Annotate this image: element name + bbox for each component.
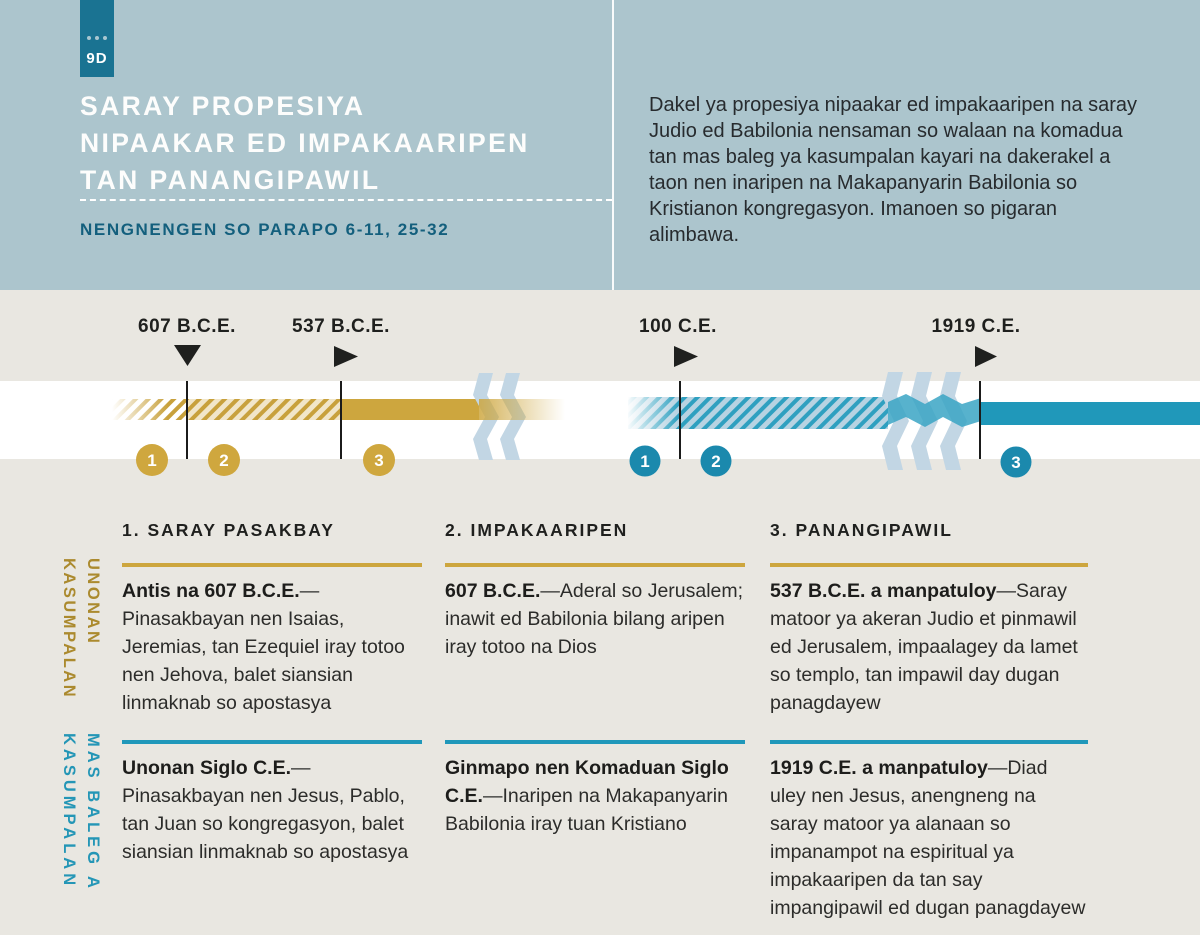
title-line-1: SARAY PROPESIYA	[80, 91, 366, 121]
arrow-right-icon	[975, 346, 997, 367]
cell-greater-fulfillment: 1919 C.E. a manpatuloy—Diad uley nen Jesus, anengneng na saray matoor ya alanaan so impanampot na espiritual ya impakaaripen da tan say impangipawil ed dugan panagdayew	[770, 757, 1086, 919]
teal-bar-solid	[981, 402, 1200, 425]
gold-rule	[445, 563, 745, 567]
intro-paragraph: Dakel ya propesiya nipaakar ed impakaaripen na saray Judio ed Babilonia nensaman so walaan na komadua tan mas baleg ya kasumpalan kayari na dakerakel a taon nen inaripen na Makapanyarin Babilonia so Kristianon kongregasyon. Imanoen so pigaran alimbawa.	[649, 94, 1138, 246]
date-label-1919: 1919 C.E.	[931, 316, 1021, 337]
cell-greater-fulfillment: Ginmapo nen Komaduan Siglo C.E.—Inaripen na Makapanyarin Babilonia iray tuan Kristiano	[445, 757, 729, 835]
gold-bar-hatch-fade	[112, 399, 187, 420]
dots-icon	[80, 36, 114, 40]
dashed-divider	[80, 199, 612, 201]
arrow-down-icon	[174, 345, 201, 366]
arrow-right-icon	[334, 346, 358, 367]
paragraph-reference: NENGNENGEN SO PARAPO 6-11, 25-32	[80, 220, 450, 239]
cell-greater-fulfillment: Unonan Siglo C.E.—Pinasakbayan nen Jesus, Pablo, tan Juan so kongregasyon, balet siansian linmaknab so apostasya	[122, 757, 409, 863]
gold-rule	[770, 563, 1088, 567]
gold-bar-hatch	[187, 399, 341, 420]
teal-rule	[770, 740, 1088, 744]
date-label-607: 607 B.C.E.	[138, 316, 236, 337]
event-line-1919	[979, 381, 981, 459]
column-header: 3. PANANGIPAWIL	[770, 520, 953, 540]
teal-rule	[445, 740, 745, 744]
circle-number: 3	[1011, 453, 1021, 472]
title-line-3: TAN PANANGIPAWIL	[80, 165, 381, 195]
badge-label: 9D	[86, 50, 108, 67]
header-panel	[0, 0, 1200, 290]
column-header: 2. IMPAKAARIPEN	[445, 520, 629, 540]
event-line-100	[679, 381, 681, 459]
cell-first-fulfillment: 607 B.C.E.—Aderal so Jerusalem; inawit ed Babilonia bilang aripen iray totoo na Dios	[445, 580, 744, 658]
title-line-2: NIPAAKAR ED IMPAKAARIPEN	[80, 128, 530, 158]
timeline	[0, 290, 1200, 490]
row-label-first-fulfillment: UNONAN KASUMPALAN	[60, 558, 102, 700]
row-label-greater-fulfillment: MAS BALEG A KASUMPALAN	[60, 733, 102, 892]
cell-first-fulfillment: 537 B.C.E. a manpatuloy—Saray matoor ya akeran Judio et pinmawil ed Jerusalem, impaalagey da lamet so templo, tan impawil day dugan panagdayew	[770, 580, 1078, 714]
arrow-right-icon	[674, 346, 698, 367]
column-header: 1. SARAY PASAKBAY	[122, 520, 335, 540]
gold-bar-solid	[341, 399, 479, 420]
vertical-divider	[612, 0, 614, 290]
date-label-537: 537 B.C.E.	[292, 316, 390, 337]
event-line-537	[340, 381, 342, 459]
page-title	[80, 88, 530, 199]
circle-number: 1	[640, 452, 650, 471]
cell-first-fulfillment: Antis na 607 B.C.E.—Pinasakbayan nen Isaias, Jeremias, tan Ezequiel iray totoo nen Jehova, balet siansian linmaknab so apostasya	[122, 580, 405, 714]
date-label-100: 100 C.E.	[639, 316, 717, 337]
chart-number-badge	[80, 0, 114, 77]
gold-bar-fadeout	[479, 399, 565, 420]
teal-bar-hatch-group	[628, 397, 888, 429]
gold-rule	[122, 563, 422, 567]
timeline-graphic	[0, 290, 1200, 490]
circle-number: 2	[711, 452, 721, 471]
teal-rule	[122, 740, 422, 744]
circle-number: 3	[374, 451, 384, 470]
circle-number: 2	[219, 451, 229, 470]
circle-number: 1	[147, 451, 157, 470]
event-line-607	[186, 381, 188, 459]
